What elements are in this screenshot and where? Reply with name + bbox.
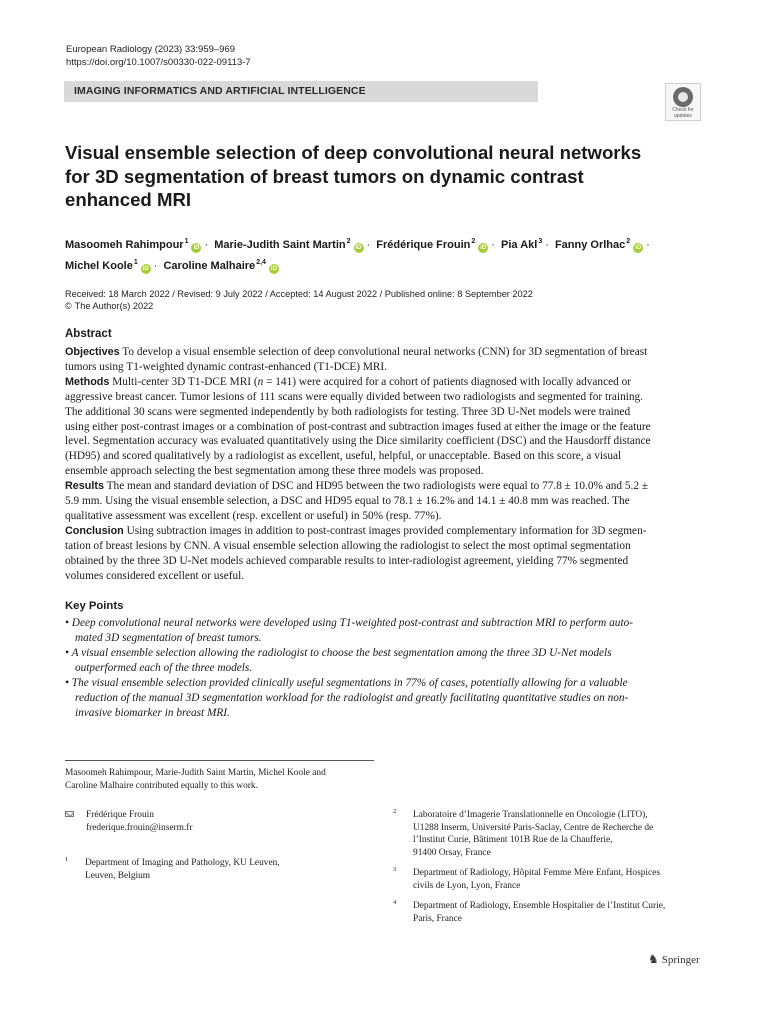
orcid-icon[interactable]: iD (635, 245, 642, 251)
affiliation-2: 2 Laboratoire d’Imagerie Translationnelle en Oncologie (LITO), U1288 Inserm, Université Paris-Saclay, Centre de Recherche de l’Institut Curie, Bâtiment 101B Rue de la Chaufferie, 91400 Orsay, France (393, 808, 654, 858)
list-item-continuation: reduction of the manual 3D segmentation workload for the radiologist and greatly facilitating quantitative studies on non- (75, 692, 629, 704)
doi-link[interactable]: https://doi.org/10.1007/s00330-022-09113-7 (66, 57, 251, 68)
contribution-note: Masoomeh Rahimpour, Marie-Judith Saint Martin, Michel Koole and Caroline Malhaire contributed equally to this work. (65, 768, 326, 791)
abstract-line: tation of breast lesions by CNN. A visual ensemble selection allowing the radiologist to select the most optimal segmentation (65, 539, 631, 552)
mail-icon (65, 811, 74, 817)
springer-horse-icon: ♞ (648, 952, 659, 966)
title-line: Visual ensemble selection of deep convolutional neural networks (65, 142, 642, 163)
affiliation-3: 3 Department of Radiology, Hôpital Femme Mère Enfant, Hospices civils de Lyon, Lyon, France (393, 866, 660, 891)
title-line: for 3D segmentation of breast tumors on dynamic contrast (65, 165, 584, 187)
title-line: enhanced MRI (65, 189, 192, 210)
orcid-icon[interactable]: iD (355, 245, 362, 251)
abstract-heading: Abstract (65, 328, 112, 340)
check-for-updates-label: Check for (672, 107, 694, 113)
affiliation-4: 4 Department of Radiology, Ensemble Hospitalier de l’Institut Curie, Paris, France (393, 899, 666, 924)
abstract-line: level. Segmentation accuracy was evaluated quantitatively using the Dice similarity coefficient (DSC) and the Hausdorff distance (65, 435, 651, 448)
publication-dates (65, 288, 533, 312)
key-points-heading: Key Points (65, 600, 124, 612)
author[interactable]: Caroline Malhaire$^{2,4}$ (163, 259, 266, 272)
abstract-line: aggressive breast cancer. Tumor lesions of 111 scans were equally divided between two radiologists and segmented for training. (65, 390, 643, 403)
abstract-line: qualitative assessment was excellent (resp. excellent or useful) in 50% (resp. 77%). (65, 509, 442, 522)
corresponding-name: Frédérique Frouin (86, 810, 154, 820)
corresponding-email[interactable]: frederique.frouin@inserm.fr (86, 822, 193, 833)
date-history: Received: 18 March 2022 / Revised: 9 July 2022 / Accepted: 14 August 2022 / Published online: 8 September 2022 (65, 289, 533, 299)
author[interactable]: Frédérique Frouin$^2$ (376, 238, 476, 251)
abstract-line: using either post-contrast images or a combination of post-contrast and subtraction images fused at either the image or the feature (65, 420, 651, 433)
publisher-logo: ♞ Springer (648, 952, 700, 966)
conclusion-label: Conclusion (65, 524, 124, 537)
author[interactable]: Pia Akl$^3$ (501, 238, 543, 251)
abstract-line: ensemble approach selecting the best segmentation among these three models was proposed. (65, 465, 484, 478)
journal-citation: European Radiology (2023) 33:959–969 (66, 44, 236, 55)
author-list: Masoomeh Rahimpour$^1$iD · Marie-Judith Saint Martin$^2$iD · Frédérique Frouin$^2$iD · Pia Akl$^3$ · Fanny Orlhac$^2$iD · Michel Koole$^1$iD · Caroline Malhaire$^{2,4}$iD (65, 238, 650, 272)
article-title (65, 141, 642, 212)
abstract-line: (HD95) and scored qualitatively by a radiologist as excellent, useful, helpful, or unacceptable. Based on this score, a visual (65, 450, 622, 463)
corresponding-author (65, 809, 193, 834)
open-access-icon: © (65, 301, 72, 311)
orcid-icon[interactable]: iD (193, 245, 200, 251)
abstract-line: Methods Multi-center 3D T1-DCE MRI (n = 141) were acquired for a cohort of patients diagnosed with locally advanced or (65, 375, 631, 388)
methods-label: Methods (65, 375, 110, 388)
list-item-continuation: outperformed each of the three models. (75, 662, 253, 674)
list-item: • Deep convolutional neural networks were developed using T1-weighted post-contrast and subtraction MRI to perform auto- (65, 617, 634, 629)
check-for-updates-badge[interactable] (665, 83, 701, 121)
author[interactable]: Michel Koole$^1$ (65, 259, 138, 272)
orcid-icon[interactable]: iD (480, 245, 487, 251)
check-for-updates-label-2: updates (674, 112, 692, 119)
list-item: • A visual ensemble selection allowing the radiologist to choose the best segmentation among the three 3D U-Net models (65, 647, 612, 659)
objectives-label: Objectives (65, 346, 120, 358)
list-item-continuation: mated 3D segmentation of breast tumors. (75, 632, 262, 644)
affiliation-1: 1 Department of Imaging and Pathology, KU Leuven, Leuven, Belgium (65, 856, 280, 881)
abstract-line: 5.9 mm. Using the visual ensemble selection, a DSC and HD95 equal to 78.1 ± 16.2% and 14.1 ± 40.8 mm was reached. The (65, 495, 630, 508)
copyright-line: © The Author(s) 2022 (65, 301, 154, 311)
abstract-line: volumes considered excellent or useful. (65, 569, 245, 582)
abstract-body (65, 345, 703, 584)
abstract-line: obtained by the three 3D U-Net models achieved comparable results to inter-radiologist agreement, yielding 77% segmented (65, 554, 629, 567)
journal-header (66, 43, 251, 69)
footnote-divider (65, 760, 374, 761)
abstract-line: The additional 30 scans were segmented independently by both radiologists for testing. Three 3D U-Net models were trained (65, 405, 631, 418)
results-label: Results (65, 480, 105, 493)
crossmark-icon (673, 87, 693, 107)
orcid-icon[interactable]: iD (270, 266, 277, 272)
author[interactable]: Masoomeh Rahimpour$^1$ (65, 238, 189, 251)
author[interactable]: Fanny Orlhac$^2$ (554, 238, 631, 251)
list-item: • The visual ensemble selection provided clinically useful segmentations in 77% of cases, potentially allowing for a valuable (65, 677, 628, 689)
abstract-line: Conclusion Using subtraction images in addition to post-contrast images provided complementary information for 3D segmen- (65, 524, 647, 537)
orcid-icon[interactable]: iD (142, 266, 149, 272)
list-item-continuation: invasive biomarker in breast MRI. (75, 707, 230, 719)
author[interactable]: Marie-Judith Saint Martin$^2$ (214, 238, 351, 251)
section-banner: IMAGING INFORMATICS AND ARTIFICIAL INTELLIGENCE (64, 81, 538, 102)
abstract-line: tumors using T1-weighted dynamic contrast-enhanced (T1-DCE) MRI. (65, 360, 387, 373)
key-points-list (65, 616, 705, 721)
abstract-line: Results The mean and standard deviation of DSC and HD95 between the two radiologists were equal to 77.8 ± 10.0% and 5.2 ± (65, 480, 648, 493)
abstract-line: Objectives To develop a visual ensemble selection of deep convolutional neural networks (CNN) for 3D segmentation of breast (65, 346, 648, 358)
